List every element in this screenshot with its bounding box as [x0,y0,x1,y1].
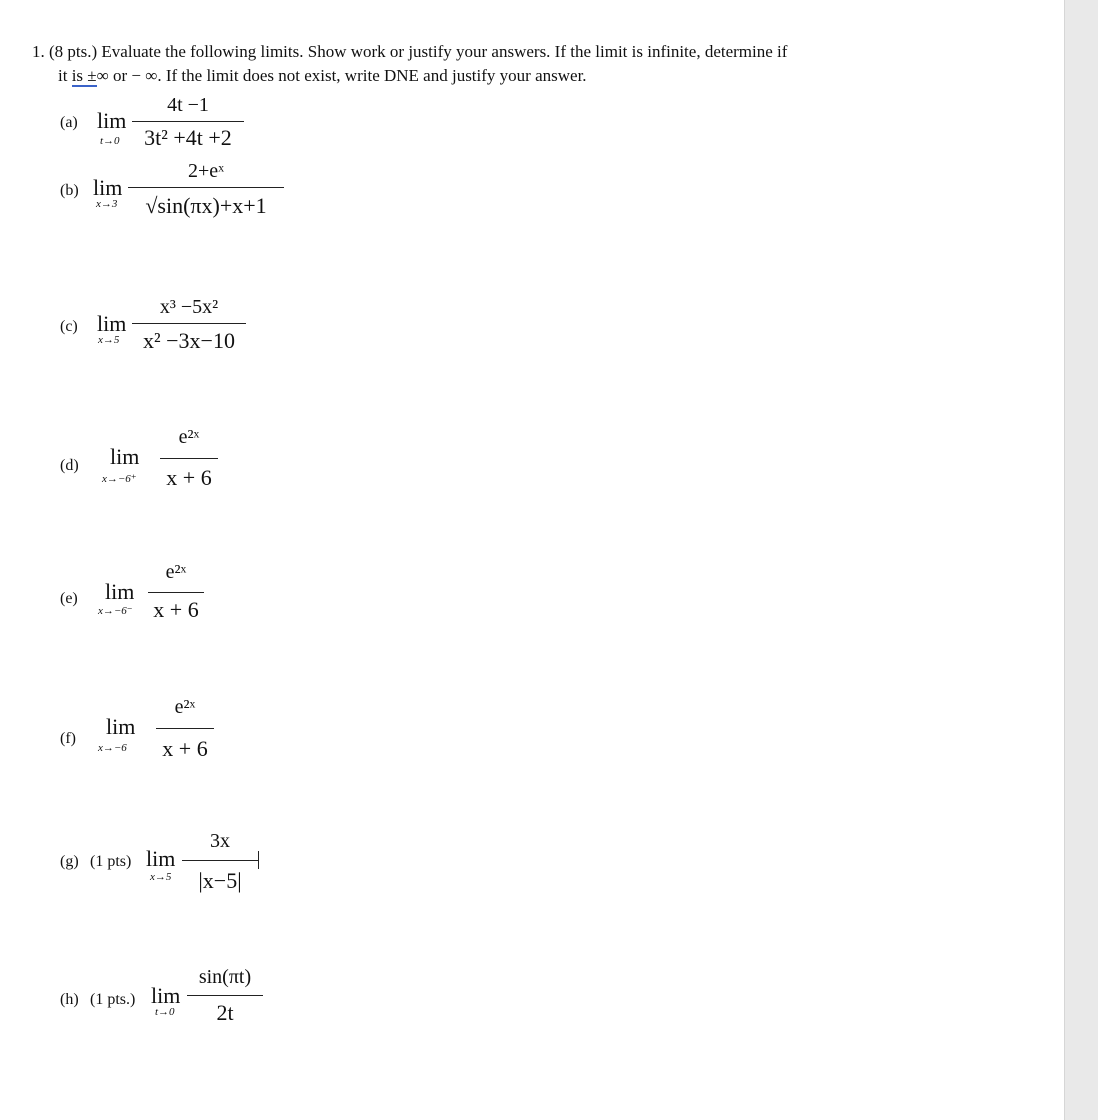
problem-text-line2a: it [58,66,72,85]
part-e-label: (e) [60,590,78,607]
part-d-label: (d) [60,457,79,474]
part-b-numerator: 2+eˣ [188,160,224,182]
part-g-denominator: |x−5| [198,868,242,893]
part-c-label: (c) [60,318,78,335]
part-h-denominator: 2t [216,1000,234,1025]
part-c-lim: lim [97,311,127,336]
problem-line-2 [58,64,587,88]
part-a-label: (a) [60,114,78,131]
window-scrollbar-gutter[interactable] [1065,0,1098,1120]
problem-text-line2b: ∞ or − ∞. If the limit does not exist, write DNE and justify your answer. [96,66,587,85]
part-g-cursor-bar [258,851,259,869]
part-g-fraction-bar [182,860,258,861]
part-a-denominator: 3t² +4t +2 [144,125,232,150]
part-h-lim: lim [151,983,181,1008]
part-e-sub: x→−6⁻ [98,605,133,617]
part-b-denominator: √sin(πx)+x+1 [145,193,267,218]
spellcheck-underline[interactable]: is ± [71,66,97,85]
part-b-sub: x→3 [96,198,118,210]
part-f-numerator: e²ˣ [174,696,196,718]
part-g-points: (1 pts) [90,853,132,870]
part-g-label: (g) [60,853,79,870]
part-c-fraction-bar [132,323,246,324]
part-g-sub: x→5 [150,871,172,883]
part-b-lim: lim [93,175,123,200]
part-h-sub: t→0 [155,1006,175,1018]
part-h-numerator: sin(πt) [198,966,252,988]
part-a-sub: t→0 [100,135,120,147]
part-g-numerator: 3x [210,830,230,852]
part-d-lim: lim [110,444,140,469]
part-e-numerator: e²ˣ [165,561,187,583]
part-d-sub: x→−6⁺ [102,473,137,485]
part-h-label: (h) [60,991,79,1008]
part-c-numerator: x³ −5x² [159,296,219,318]
part-h-points: (1 pts.) [90,991,136,1008]
part-a-lim: lim [97,108,127,133]
part-f-label: (f) [60,730,76,747]
part-b-label: (b) [60,182,79,199]
part-c-sub: x→5 [98,334,120,346]
part-e-fraction-bar [148,592,204,593]
part-f-fraction-bar [156,728,214,729]
part-a-numerator: 4t −1 [167,94,209,116]
part-f-sub: x→−6 [98,742,127,754]
part-c-denominator: x² −3x−10 [143,328,235,353]
problem-number: 1. [32,42,45,61]
part-d-denominator: x + 6 [166,465,212,490]
part-d-fraction-bar [160,458,218,459]
part-f-denominator: x + 6 [162,736,208,761]
part-b-fraction-bar [128,187,284,188]
part-f-lim: lim [106,714,136,739]
part-a-fraction-bar [132,121,244,122]
part-e-lim: lim [105,579,135,604]
part-d-numerator: e²ˣ [178,426,200,448]
problem-text-line1: (8 pts.) Evaluate the following limits. Show work or justify your answers. If the limit is infinite, determine if [49,42,788,61]
problem-line-1 [32,40,787,64]
part-g-lim: lim [146,846,176,871]
part-e-denominator: x + 6 [153,597,199,622]
part-h-fraction-bar [187,995,263,996]
